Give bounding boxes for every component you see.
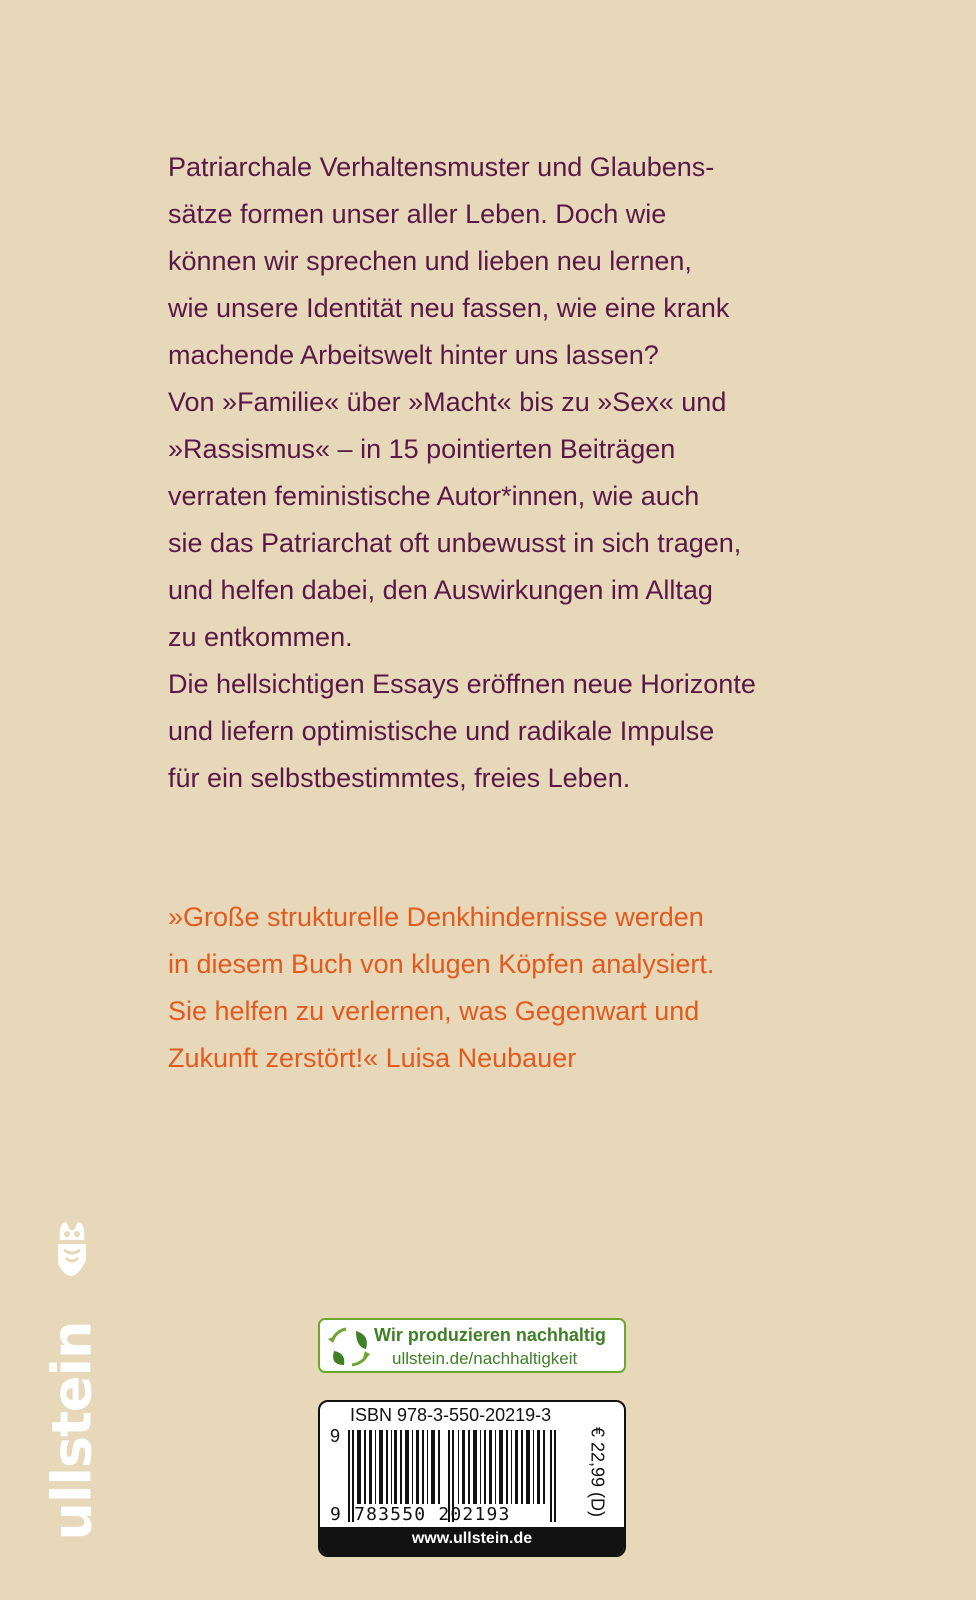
blurb-line: und helfen dabei, den Auswirkungen im Alltag — [168, 575, 713, 605]
blurb-line: für ein selbstbestimmtes, freies Leben. — [168, 763, 631, 793]
publisher-logo — [40, 1220, 104, 1560]
quote-line: Sie helfen zu verlernen, was Gegenwart und — [168, 996, 700, 1026]
blurb-line: machende Arbeitswelt hinter uns lassen? — [168, 340, 659, 370]
sustainability-url: ullstein.de/nachhaltigkeit — [392, 1349, 578, 1368]
website-link[interactable]: www.ullstein.de — [411, 1530, 533, 1547]
price-label — [582, 1422, 612, 1522]
quote-line: in diesem Buch von klugen Köpfen analysiert. — [168, 949, 715, 979]
blurb-line: sätze formen unser aller Leben. Doch wie — [168, 199, 667, 229]
blurb-line: Die hellsichtigen Essays eröffnen neue Horizonte — [168, 669, 756, 699]
website-strip — [320, 1527, 624, 1555]
isbn-label: ISBN 978-3-550-20219-3 — [350, 1405, 552, 1425]
blurb-line: verraten feministische Autor*innen, wie auch — [168, 481, 700, 511]
barcode-digit-top: 9 — [330, 1426, 341, 1446]
owl-icon — [54, 1220, 90, 1292]
blurb-line: »Rassismus« – in 15 pointierten Beiträgen — [168, 434, 676, 464]
blurb-line: sie das Patriarchat oft unbewusst in sich tragen, — [168, 528, 742, 558]
quote-line: »Große strukturelle Denkhindernisse werden — [168, 902, 704, 932]
price-text: € 22,99 (D) — [587, 1426, 608, 1518]
blurb-text — [168, 144, 828, 802]
barcode-box — [318, 1400, 626, 1557]
publisher-name: ullstein — [40, 1321, 104, 1541]
blurb-line: wie unsere Identität neu fassen, wie eine krank — [168, 293, 730, 323]
blurb-line: können wir sprechen und lieben neu lernen, — [168, 246, 692, 276]
blurb-line: zu entkommen. — [168, 622, 353, 652]
blurb-line: Von »Familie« über »Macht« bis zu »Sex« und — [168, 387, 727, 417]
endorsement-quote — [168, 894, 828, 1082]
sustainability-title: Wir produzieren nachhaltig — [374, 1325, 606, 1345]
barcode-digits: 9 783550 202193 — [330, 1504, 511, 1525]
leaf-recycle-icon — [326, 1325, 372, 1369]
blurb-line: Patriarchale Verhaltensmuster und Glaubens- — [168, 152, 715, 182]
sustainability-badge — [318, 1318, 626, 1373]
quote-line: Zukunft zerstört!« Luisa Neubauer — [168, 1043, 577, 1073]
blurb-line: und liefern optimistische und radikale Impulse — [168, 716, 715, 746]
